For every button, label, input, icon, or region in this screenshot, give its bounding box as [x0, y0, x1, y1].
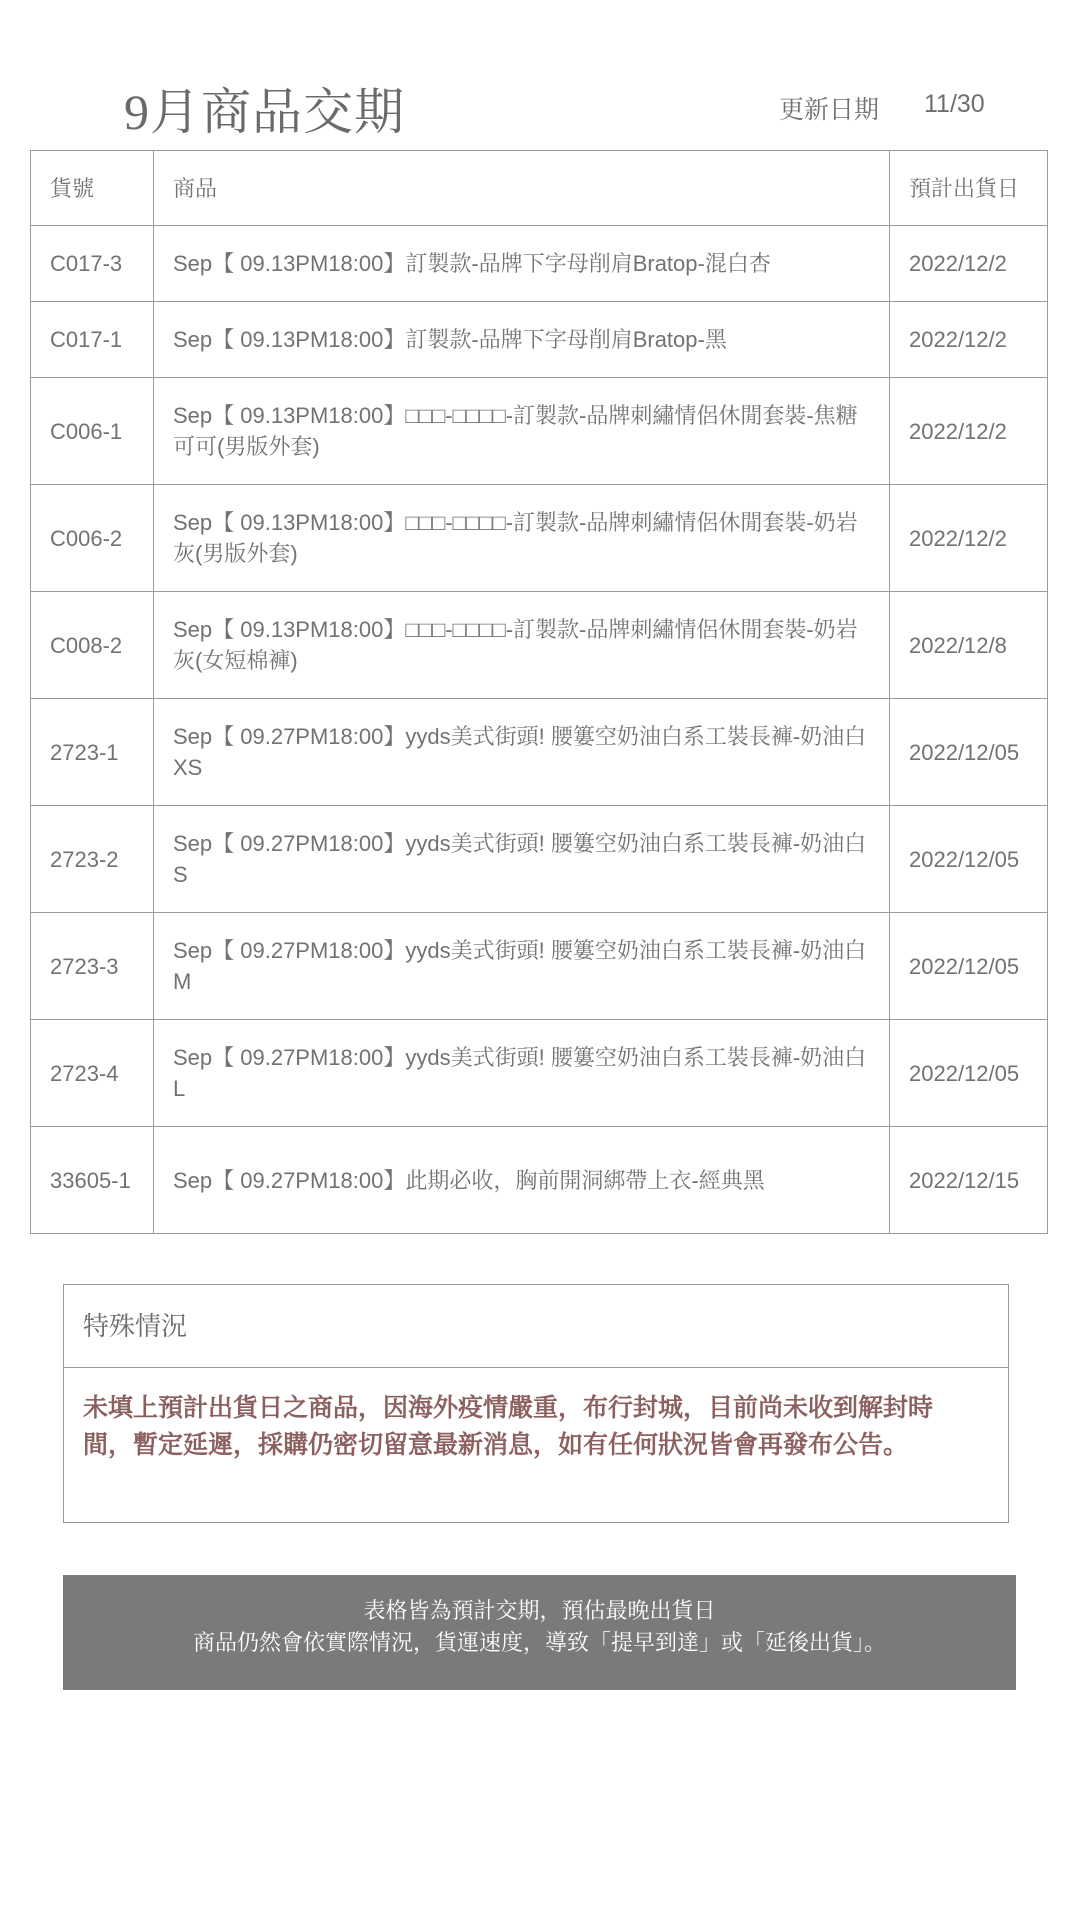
product-cell: Sep【 09.27PM18:00】此期必收，胸前開洞綁帶上衣-經典黑	[154, 1127, 890, 1234]
special-notice-title: 特殊情況	[64, 1285, 1008, 1368]
column-header-ship-date: 預計出貨日	[890, 151, 1048, 226]
disclaimer-line-1: 表格皆為預計交期，預估最晚出貨日	[363, 1598, 716, 1623]
special-notice-text: 未填上預計出貨日之商品，因海外疫情嚴重，布行封城，目前尚未收到解封時間，暫定延遲，採購仍密切留意最新消息，如有任何狀況皆會再發布公告。	[83, 1394, 934, 1459]
table-row	[31, 592, 1048, 699]
update-label: 更新日期	[779, 96, 880, 124]
column-header-sku: 貨號	[31, 151, 154, 226]
ship-date-cell: 2022/12/2	[890, 485, 1048, 592]
product-cell: Sep【 09.13PM18:00】□□□-□□□□-訂製款-品牌刺繡情侶休閒套裝-奶岩灰(男版外套)	[154, 485, 890, 592]
ship-date-cell: 2022/12/2	[890, 378, 1048, 485]
sku-cell: 2723-4	[31, 1020, 154, 1127]
sku-cell: 2723-1	[31, 699, 154, 806]
sku-cell: C017-3	[31, 226, 154, 302]
ship-date-cell: 2022/12/15	[890, 1127, 1048, 1234]
special-notice-box	[63, 1284, 1009, 1523]
sku-cell: 2723-3	[31, 913, 154, 1020]
table-row	[31, 913, 1048, 1020]
ship-date-cell: 2022/12/2	[890, 226, 1048, 302]
ship-date-cell: 2022/12/05	[890, 699, 1048, 806]
update-date: 11/30	[924, 90, 985, 118]
table-row	[31, 485, 1048, 592]
column-header-product: 商品	[154, 151, 890, 226]
sku-cell: 33605-1	[31, 1127, 154, 1234]
ship-date-cell: 2022/12/05	[890, 913, 1048, 1020]
ship-date-cell: 2022/12/8	[890, 592, 1048, 699]
sku-cell: C008-2	[31, 592, 154, 699]
product-cell: Sep【 09.13PM18:00】□□□-□□□□-訂製款-品牌刺繡情侶休閒套裝-奶岩灰(女短棉褲)	[154, 592, 890, 699]
table-row	[31, 699, 1048, 806]
sku-cell: 2723-2	[31, 806, 154, 913]
product-cell: Sep【 09.13PM18:00】□□□-□□□□-訂製款-品牌刺繡情侶休閒套裝-焦糖可可(男版外套)	[154, 378, 890, 485]
product-cell: Sep【 09.27PM18:00】yyds美式街頭! 腰簍空奶油白系工裝長褲-奶油白M	[154, 913, 890, 1020]
ship-date-cell: 2022/12/2	[890, 302, 1048, 378]
disclaimer-banner	[63, 1575, 1016, 1690]
product-cell: Sep【 09.13PM18:00】訂製款-品牌下字母削肩Bratop-黑	[154, 302, 890, 378]
table-row	[31, 226, 1048, 302]
disclaimer-line-2: 商品仍然會依實際情況，貨運速度，導致「提早到達」或「延後出貨」。	[192, 1630, 886, 1655]
sku-cell: C006-2	[31, 485, 154, 592]
ship-date-cell: 2022/12/05	[890, 806, 1048, 913]
product-cell: Sep【 09.27PM18:00】yyds美式街頭! 腰簍空奶油白系工裝長褲-奶油白L	[154, 1020, 890, 1127]
table-row	[31, 1020, 1048, 1127]
product-cell: Sep【 09.27PM18:00】yyds美式街頭! 腰簍空奶油白系工裝長褲-奶油白XS	[154, 699, 890, 806]
table-row	[31, 806, 1048, 913]
table-header-row	[31, 151, 1048, 226]
product-cell: Sep【 09.27PM18:00】yyds美式街頭! 腰簍空奶油白系工裝長褲-奶油白S	[154, 806, 890, 913]
sku-cell: C006-1	[31, 378, 154, 485]
delivery-schedule-table	[30, 150, 1048, 1234]
product-cell: Sep【 09.13PM18:00】訂製款-品牌下字母削肩Bratop-混白杏	[154, 226, 890, 302]
sku-cell: C017-1	[31, 302, 154, 378]
table-row	[31, 302, 1048, 378]
table-row	[31, 1127, 1048, 1234]
page-title: 9月商品交期	[124, 84, 405, 140]
table-row	[31, 378, 1048, 485]
ship-date-cell: 2022/12/05	[890, 1020, 1048, 1127]
